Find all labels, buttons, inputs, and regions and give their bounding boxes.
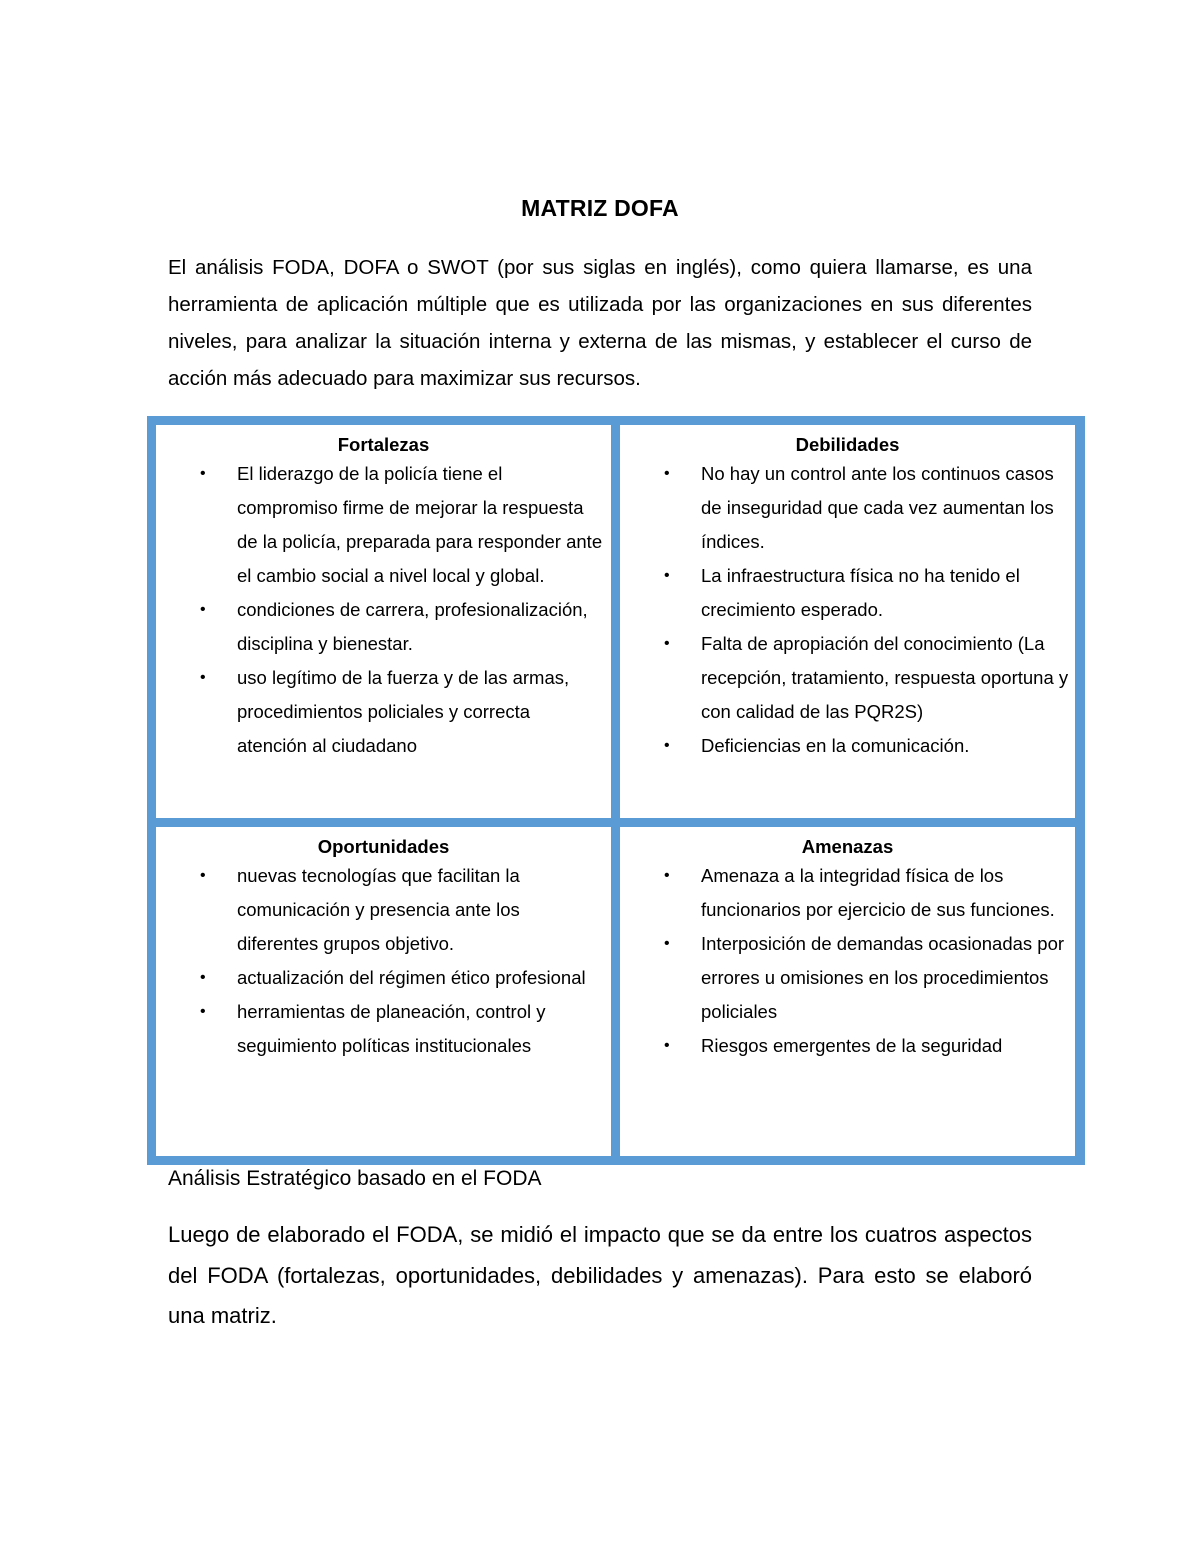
bullet-icon: • (664, 935, 670, 952)
list-item-text: herramientas de planeación, control y seguimiento políticas institucionales (237, 1001, 546, 1056)
list-item-text: condiciones de carrera, profesionalización, disciplina y bienestar. (237, 599, 588, 654)
list-item (156, 859, 611, 961)
bullet-icon: • (664, 567, 670, 584)
debilidades-list (620, 457, 1075, 763)
section-heading: Análisis Estratégico basado en el FODA (168, 1167, 542, 1190)
amenazas-list (620, 859, 1075, 1063)
debilidades-cell (620, 425, 1075, 818)
list-item-text: Amenaza a la integridad física de los funcionarios por ejercicio de sus funciones. (701, 865, 1055, 920)
list-item-text: uso legítimo de la fuerza y de las armas, procedimientos policiales y correcta atención al ciudadano (237, 667, 570, 756)
list-item (620, 859, 1075, 927)
bullet-icon: • (664, 867, 670, 884)
list-item-text: La infraestructura física no ha tenido el crecimiento esperado. (701, 565, 1020, 620)
bullet-icon: • (200, 669, 206, 686)
fortalezas-cell (156, 425, 611, 818)
list-item-text: El liderazgo de la policía tiene el compromiso firme de mejorar la respuesta de la policía, preparada para responder ante el cambio social a nivel local y global. (237, 463, 603, 586)
list-item (156, 961, 611, 995)
bullet-icon: • (664, 465, 670, 482)
bullet-icon: • (200, 601, 206, 618)
bullet-icon: • (664, 1037, 670, 1054)
list-item-text: No hay un control ante los continuos casos de inseguridad que cada vez aumentan los índices. (701, 463, 1054, 552)
list-item (156, 457, 611, 593)
oportunidades-title: Oportunidades (317, 836, 450, 857)
list-item (156, 661, 611, 763)
list-item (156, 593, 611, 661)
bullet-icon: • (200, 1003, 206, 1020)
bullet-icon: • (664, 635, 670, 652)
fortalezas-title: Fortalezas (337, 434, 430, 455)
list-item-text: Riesgos emergentes de la seguridad (701, 1035, 1003, 1056)
list-item (620, 729, 1075, 763)
oportunidades-list (156, 859, 611, 1063)
amenazas-cell (620, 827, 1075, 1156)
bullet-icon: • (200, 969, 206, 986)
debilidades-title: Debilidades (795, 434, 900, 455)
document-title: MATRIZ DOFA (521, 195, 679, 221)
list-item-text: nuevas tecnologías que facilitan la comunicación y presencia ante los diferentes grupos objetivo. (237, 865, 520, 954)
list-item-text: actualización del régimen ético profesional (237, 967, 586, 988)
amenazas-title: Amenazas (801, 836, 894, 857)
list-item (620, 457, 1075, 559)
list-item-text: Falta de apropiación del conocimiento (La recepción, tratamiento, respuesta oportuna y con calidad de las PQR2S) (701, 633, 1069, 722)
list-item (620, 1029, 1075, 1063)
dofa-matrix (147, 416, 1085, 1165)
bullet-icon: • (664, 737, 670, 754)
bullet-icon: • (200, 867, 206, 884)
list-item (620, 559, 1075, 627)
list-item-text: Interposición de demandas ocasionadas por errores u omisiones en los procedimientos policiales (701, 933, 1065, 1022)
bullet-icon: • (200, 465, 206, 482)
oportunidades-cell (156, 827, 611, 1156)
list-item (156, 995, 611, 1063)
list-item-text: Deficiencias en la comunicación. (701, 735, 970, 756)
list-item (620, 627, 1075, 729)
fortalezas-list (156, 457, 611, 763)
list-item (620, 927, 1075, 1029)
closing-paragraph: Luego de elaborado el FODA, se midió el impacto que se da entre los cuatros aspectos del FODA (fortalezas, oportunidades, debilidades y amenazas). Para esto se elaboró una matriz. (168, 1222, 1032, 1328)
intro-paragraph: El análisis FODA, DOFA o SWOT (por sus siglas en inglés), como quiera llamarse, es una herramienta de aplicación múltiple que es utilizada por las organizaciones en sus diferentes niveles, para analizar la situación interna y externa de las mismas, y establecer el curso de acción más adecuado para maximizar sus recursos. (168, 256, 1032, 390)
